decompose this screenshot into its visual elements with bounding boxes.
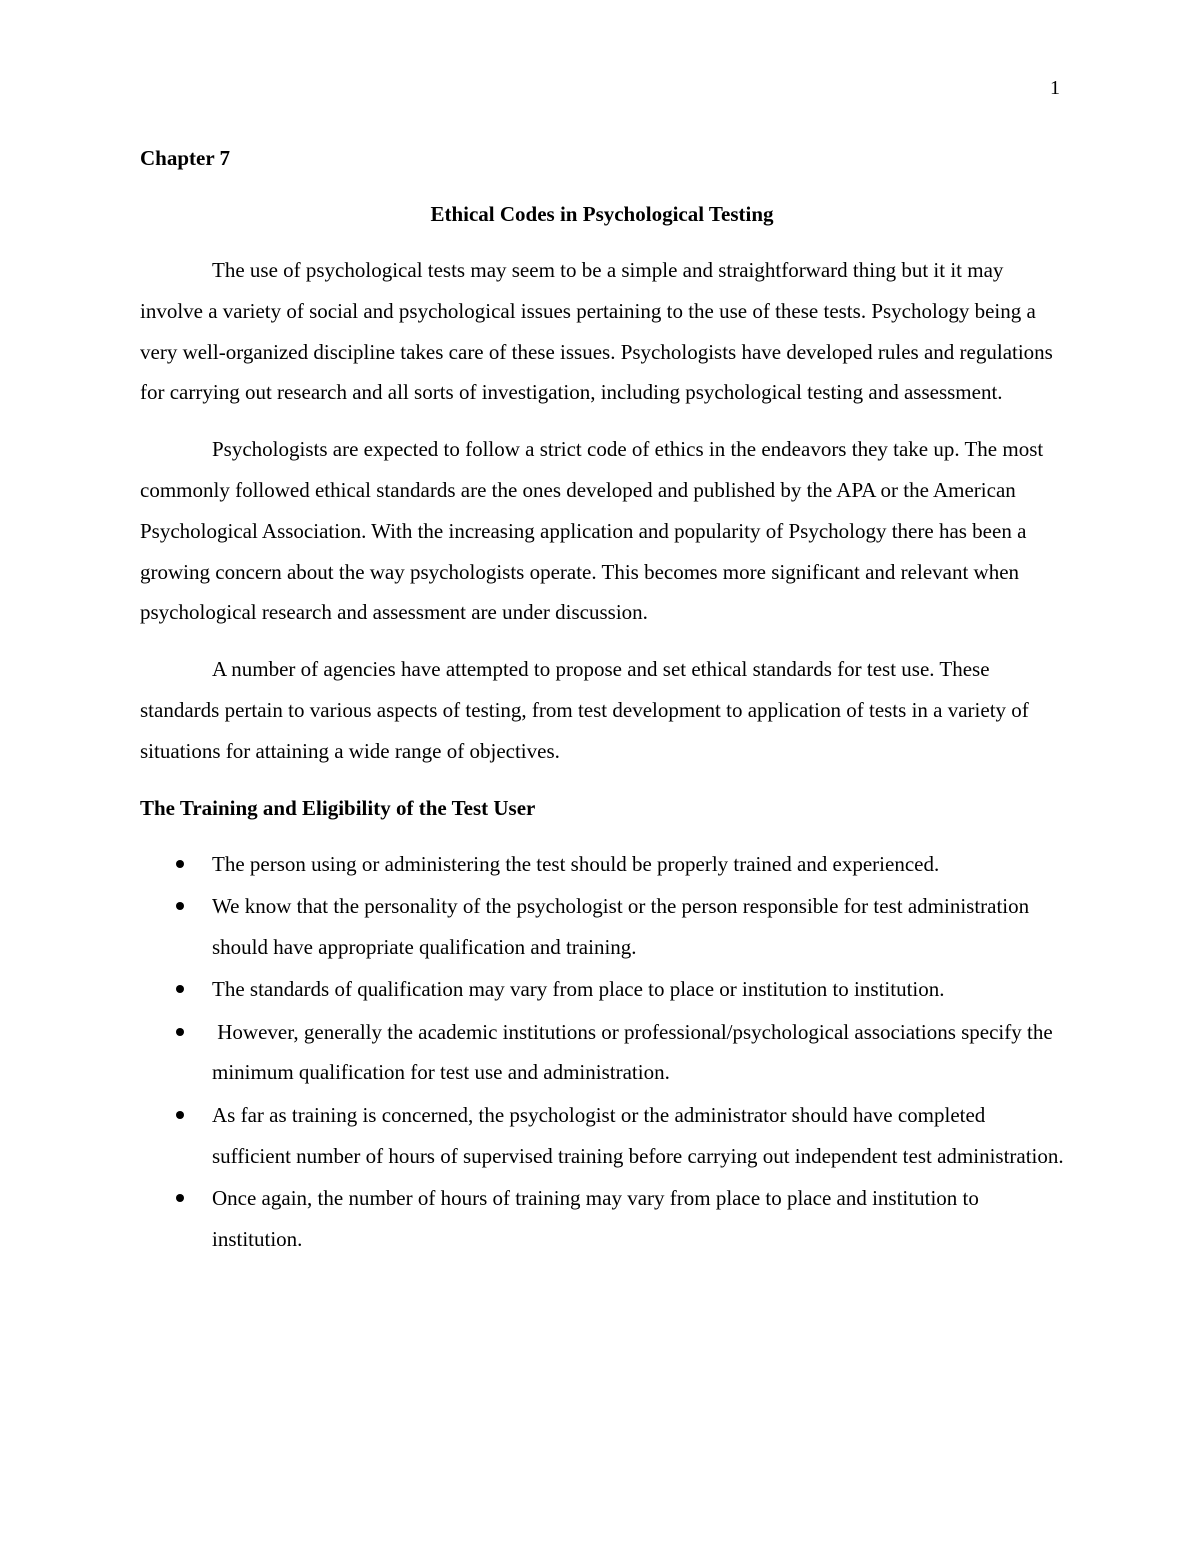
- document-title: Ethical Codes in Psychological Testing: [430, 202, 774, 226]
- bullet-icon: [176, 1194, 184, 1202]
- bullet-icon: [176, 985, 184, 993]
- page-number: 1: [1050, 77, 1060, 99]
- document-body: [140, 138, 1064, 1261]
- bullet-list: [140, 844, 1064, 1260]
- list-item-text: We know that the personality of the psychologist or the person responsible for test administration should have appropriate qualification and training.: [212, 893, 1030, 959]
- list-item-text: The person using or administering the test should be properly trained and experienced.: [212, 851, 940, 876]
- bullet-icon: [176, 1028, 184, 1036]
- bullet-icon: [176, 860, 184, 868]
- bullet-icon: [176, 902, 184, 910]
- list-item-text: The standards of qualification may vary from place to place or institution to institution.: [212, 977, 945, 1002]
- list-item-text: However, generally the academic institutions or professional/psychological associations specify the minimum qualification for test use and administration.: [212, 1019, 1058, 1085]
- bullet-icon: [176, 1111, 184, 1119]
- list-item: [140, 1178, 1064, 1260]
- list-item-text: Once again, the number of hours of training may vary from place to place and institution to institution.: [212, 1185, 979, 1251]
- list-item: [140, 1012, 1064, 1094]
- list-item: [140, 969, 1064, 1010]
- section-heading: The Training and Eligibility of the Test User: [140, 795, 536, 820]
- paragraph: The use of psychological tests may seem to be a simple and straightforward thing but it it may involve a variety of social and psychological issues pertaining to the use of these tests. Psychology being a very well-organized discipline takes care of these issues. Psychologists have developed rules and regulations for carrying out research and all sorts of investigation, including psychological testing and assessment.: [140, 258, 1053, 405]
- paragraph: A number of agencies have attempted to propose and set ethical standards for test use. These standards pertain to various aspects of testing, from test development to application of tests in a variety of situations for attaining a wide range of objectives.: [140, 657, 1029, 763]
- chapter-label: Chapter 7: [140, 146, 231, 170]
- list-item: [140, 844, 1064, 885]
- list-item: [140, 1095, 1064, 1177]
- list-item: [140, 886, 1064, 968]
- list-item-text: As far as training is concerned, the psychologist or the administrator should have completed sufficient number of hours of supervised training before carrying out independent test administration.: [212, 1102, 1064, 1168]
- paragraph: Psychologists are expected to follow a strict code of ethics in the endeavors they take up. The most commonly followed ethical standards are the ones developed and published by the APA or the American Psychological Association. With the increasing application and popularity of Psychology there has been a growing concern about the way psychologists operate. This becomes more significant and relevant when psychological research and assessment are under discussion.: [140, 437, 1044, 625]
